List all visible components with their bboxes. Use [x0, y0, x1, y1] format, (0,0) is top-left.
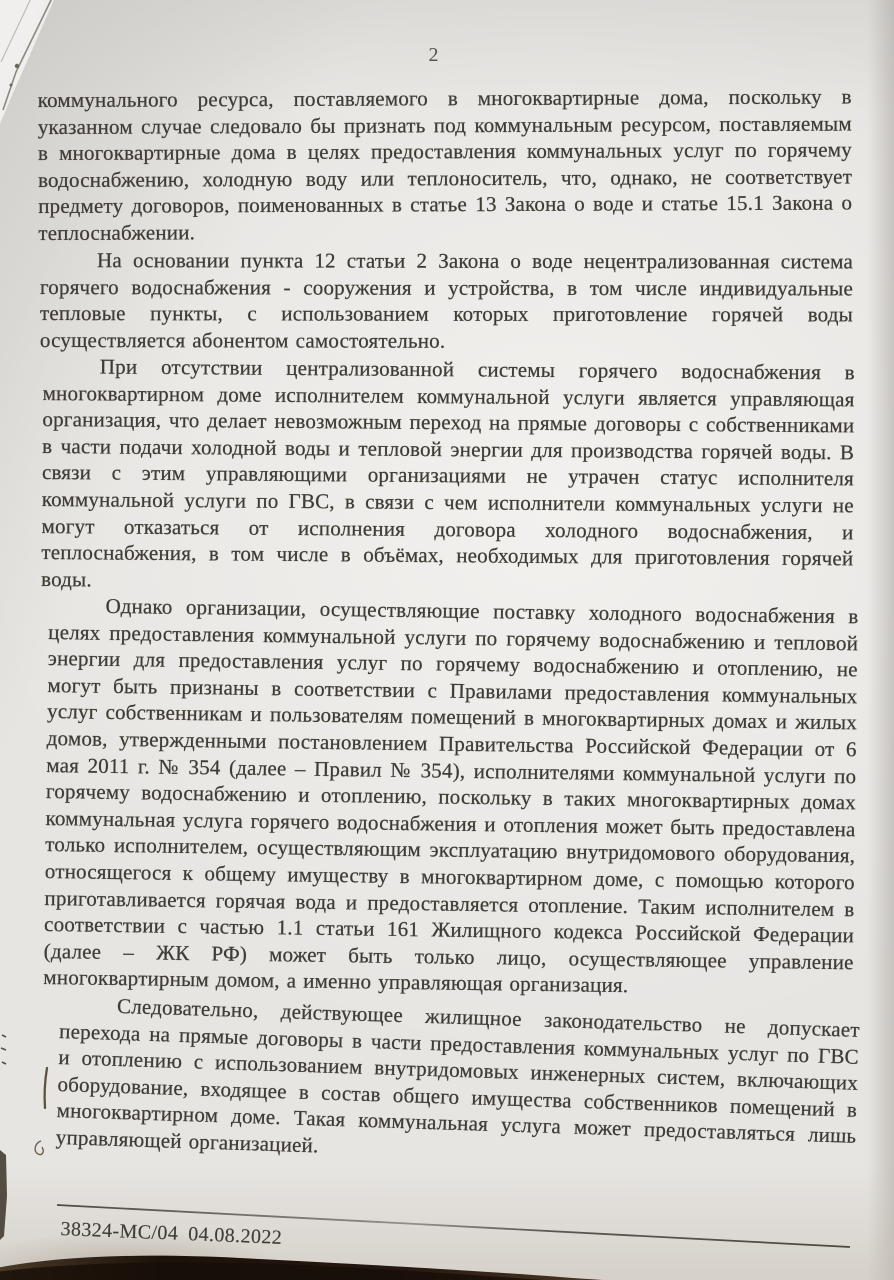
- paragraph: коммунального ресурса, поставляемого в многоквартирные дома, поскольку в указанном случае следовало бы признать под коммунальным ресурсом, поставляемым в многоквартирные дома в целях предоставления коммунальных услуг по горячему водоснабжению, холодную воду или теплоноситель, что, однако, не соответствует предмету договоров, поименованных в статье 13 Закона о воде и статье 15.1 Закона о теплоснабжении.: [37, 84, 853, 245]
- paragraph: Следовательно, действующее жилищное законодательство не допускает перехода на прямые договоры в части предоставления коммунальных услуг по ГВС и отоплению с использованием внутридомовых инженерных систем, включающих оборудование, входящее в состав общего имущества собственников помещений в многоквартирном доме. Такая коммунальная услуга может предоставляться лишь управляющей организацией.: [55, 994, 861, 1158]
- page-number: 2: [428, 44, 440, 66]
- paragraph: При отсутствии централизованной системы горячего водоснабжения в многоквартирном доме исполнителем коммунальной услуги является управляющая организация, что делает невозможным переход на прямые договоры с собственниками в части подачи холодной воды и тепловой энергии для производства горячей воды. В связи с этим управляющими организациями не утрачен статус исполнителя коммунальной услуги по ГВС, в связи с чем исполнители коммунальных услуги не могут отказаться от исполнения договора холодного водоснабжения, и теплоснабжения, в том числе в объёмах, необходимых для приготовления горячей воды.: [41, 354, 855, 592]
- paragraph: На основании пункта 12 статьи 2 Закона о воде нецентрализованная система горячего водоснабжения - сооружения и устройства, в том числе индивидуальные тепловые пункты, с использованием которых приготовление горячей воды осуществляется абонентом самостоятельно.: [39, 247, 854, 353]
- body-text: [0, 84, 894, 1158]
- reference-number: 38324-МС/04: [60, 1218, 179, 1245]
- paragraph: Однако организации, осуществляющие поставку холодного водоснабжения в целях предоставления коммунальной услуги по горячему водоснабжению и тепловой энергии для предоставления услуг по горячему водоснабжению и отоплению, не могут быть признаны в соответствии с Правилами предоставления коммунальных услуг собственникам и пользователям помещений в многоквартирных домах и жилых домов, утвержденными постановлением Правительства Российской Федерации от 6 мая 2011 г. № 354 (далее – Правил № 354), исполнителями коммунальной услуги по горячему водоснабжению и отоплению, поскольку в таких многоквартирных домах коммунальная услуга горячего водоснабжения и отопления может быть предоставлена только исполнителем, осуществляющим эксплуатацию внутридомового оборудования, относящегося к общему имуществу в многоквартирном доме, с помощью которого приготавливается горячая вода и предоставляется отопление. Таким исполнителем в соответствии с частью 1.1 статьи 161 Жилищного кодекса Российской Федерации (далее – ЖК РФ) может быть только лицо, осуществляющее управление многоквартирным домом, а именно управляющая организация.: [43, 594, 859, 998]
- reference-date: 04.08.2022: [187, 1223, 283, 1249]
